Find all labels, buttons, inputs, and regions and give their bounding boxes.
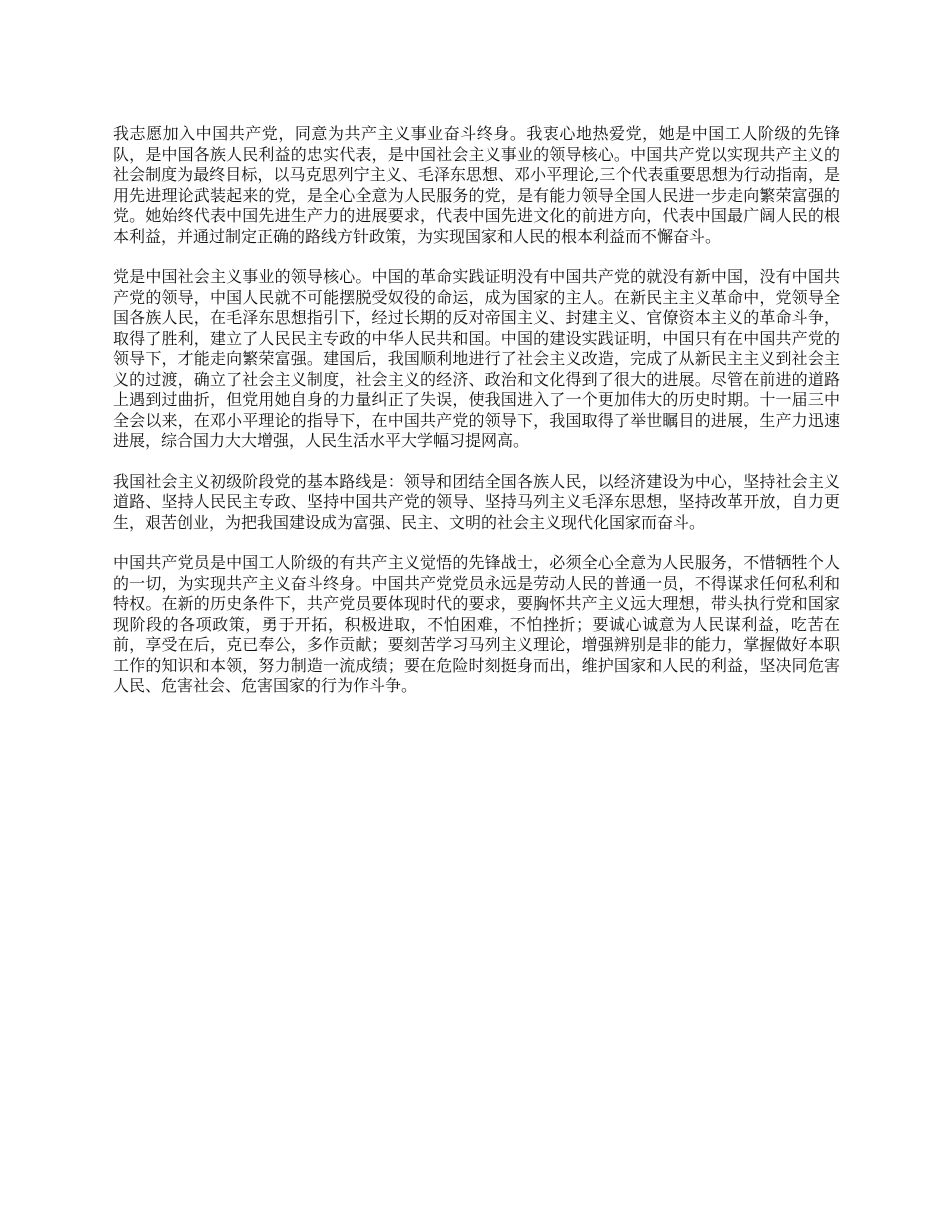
document-body xyxy=(113,124,840,717)
paragraph-3: 我国社会主义初级阶段党的基本路线是：领导和团结全国各族人民，以经济建设为中心，坚持社会主义道路、坚持人民民主专政、坚持中国共产党的领导、坚持马列主义毛泽东思想，坚持改革开放，自力更生，艰苦创业，为把我国建设成为富强、民主、文明的社会主义现代化国家而奋斗。 xyxy=(113,471,840,532)
paragraph-2: 党是中国社会主义事业的领导核心。中国的革命实践证明没有中国共产党的就没有新中国，没有中国共产党的领导，中国人民就不可能摆脱受奴役的命运，成为国家的主人。在新民主主义革命中，党领导全国各族人民，在毛泽东思想指引下，经过长期的反对帝国主义、封建主义、官僚资本主义的革命斗争，取得了胜利，建立了人民民主专政的中华人民共和国。中国的建设实践证明，中国只有在中国共产党的领导下，才能走向繁荣富强。建国后，我国顺利地进行了社会主义改造，完成了从新民主主义到社会主义的过渡，确立了社会主义制度，社会主义的经济、政治和文化得到了很大的进展。尽管在前进的道路上遇到过曲折，但党用她自身的力量纠正了失误，使我国进入了一个更加伟大的历史时期。十一届三中全会以来，在邓小平理论的指导下，在中国共产党的领导下，我国取得了举世瞩目的进展，生产力迅速进展，综合国力大大增强，人民生活水平大学幅习提网高。 xyxy=(113,267,840,450)
paragraph-4: 中国共产党员是中国工人阶级的有共产主义觉悟的先锋战士，必须全心全意为人民服务，不惜牺牲个人的一切，为实现共产主义奋斗终身。中国共产党党员永远是劳动人民的普通一员，不得谋求任何私利和特权。在新的历史条件下，共产党员要体现时代的要求，要胸怀共产主义远大理想，带头执行党和国家现阶段的各项政策，勇于开拓，积极进取，不怕困难，不怕挫折；要诚心诚意为人民谋利益，吃苦在前，享受在后，克已奉公，多作贡献；要刻苦学习马列主义理论，增强辨别是非的能力，掌握做好本职工作的知识和本领，努力制造一流成绩；要在危险时刻挺身而出，维护国家和人民的利益，坚决同危害人民、危害社会、危害国家的行为作斗争。 xyxy=(113,553,840,695)
paragraph-1: 我志愿加入中国共产党，同意为共产主义事业奋斗终身。我衷心地热爱党，她是中国工人阶级的先锋队，是中国各族人民利益的忠实代表，是中国社会主义事业的领导核心。中国共产党以实现共产主义的社会制度为最终目标，以马克思列宁主义、毛泽东思想、邓小平理论,三个代表重要思想为行动指南，是用先进理论武装起来的党，是全心全意为人民服务的党，是有能力领导全国人民进一步走向繁荣富强的党。她始终代表中国先进生产力的进展要求，代表中国先进文化的前进方向，代表中国最广阔人民的根本利益，并通过制定正确的路线方针政策，为实现国家和人民的根本利益而不懈奋斗。 xyxy=(113,124,840,246)
